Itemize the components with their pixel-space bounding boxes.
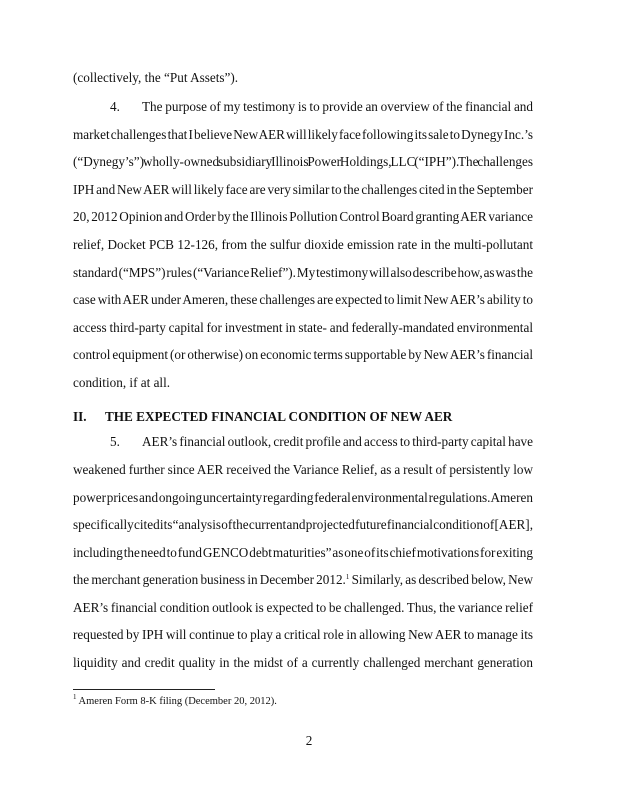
paragraph-number: 5. — [110, 434, 120, 449]
paragraph-line: IPH and New AER will likely face are very similar to the challenges cited in the September — [73, 182, 533, 197]
footnote — [73, 695, 277, 709]
paragraph-line: control equipment (or otherwise) on economic terms supportable by New AER’s financial — [73, 347, 533, 362]
paragraph-line: market challenges that I believe New AER will likely face following its sale to Dynegy Inc.’s — [73, 127, 533, 142]
intro-line: (collectively, the “Put Assets”). — [73, 70, 239, 85]
paragraph-line: relief, Docket PCB 12-126, from the sulfur dioxide emission rate in the multi-pollutant — [73, 237, 533, 252]
footnote-marker: 1 — [73, 693, 77, 701]
paragraph-line: AER’s financial condition outlook is expected to be challenged. Thus, the variance relief — [73, 600, 533, 615]
paragraph-line: specifically cited its “analysis of the current and projected future financial condition of [AER], — [73, 517, 533, 532]
paragraph-line: AER’s financial outlook, credit profile and access to third-party capital have — [142, 434, 533, 449]
section-heading: THE EXPECTED FINANCIAL CONDITION OF NEW AER — [105, 409, 453, 424]
paragraph-line: requested by IPH will continue to play a critical role in allowing New AER to manage its — [73, 627, 533, 642]
paragraph-number: 4. — [110, 99, 120, 114]
section-number: II. — [73, 409, 87, 424]
paragraph-line: The purpose of my testimony is to provide an overview of the financial and — [142, 99, 533, 114]
paragraph-line: liquidity and credit quality in the midst of a currently challenged merchant generation — [73, 655, 533, 670]
paragraph-line: case with AER under Ameren, these challenges are expected to limit New AER’s ability to — [73, 292, 533, 307]
paragraph-line — [73, 571, 533, 589]
line-text: Similarly, as described below, New — [351, 572, 534, 587]
footnote-text: Ameren Form 8-K filing (December 20, 2012). — [78, 696, 277, 707]
paragraph-line: access third-party capital for investment in state- and federally-mandated environmental — [73, 320, 533, 335]
paragraph-line: power prices and ongoing uncertainty regarding federal environmental regulations. Ameren — [73, 490, 533, 505]
paragraph-line: weakened further since AER received the Variance Relief, as a result of persistently low — [73, 462, 533, 477]
paragraph-line: 20, 2012 Opinion and Order by the Illinois Pollution Control Board granting AER variance — [73, 209, 533, 224]
page-number: 2 — [305, 733, 313, 748]
paragraph-line: (“Dynegy’s”) wholly-owned subsidiary Illinois Power Holdings, LLC (“IPH”). The challenges — [73, 154, 533, 169]
paragraph-line: standard (“MPS”) rules (“Variance Relief”). My testimony will also describe how, as was the — [73, 265, 533, 280]
paragraph-line: condition, if at all. — [73, 375, 171, 390]
line-text: the merchant generation business in December 2012. — [73, 572, 346, 587]
footnote-divider — [73, 689, 215, 690]
footnote-reference[interactable]: 1 — [345, 573, 350, 581]
paragraph-line: including the need to fund GENCO debt maturities” as one of its chief motivations for exiting — [73, 545, 533, 560]
